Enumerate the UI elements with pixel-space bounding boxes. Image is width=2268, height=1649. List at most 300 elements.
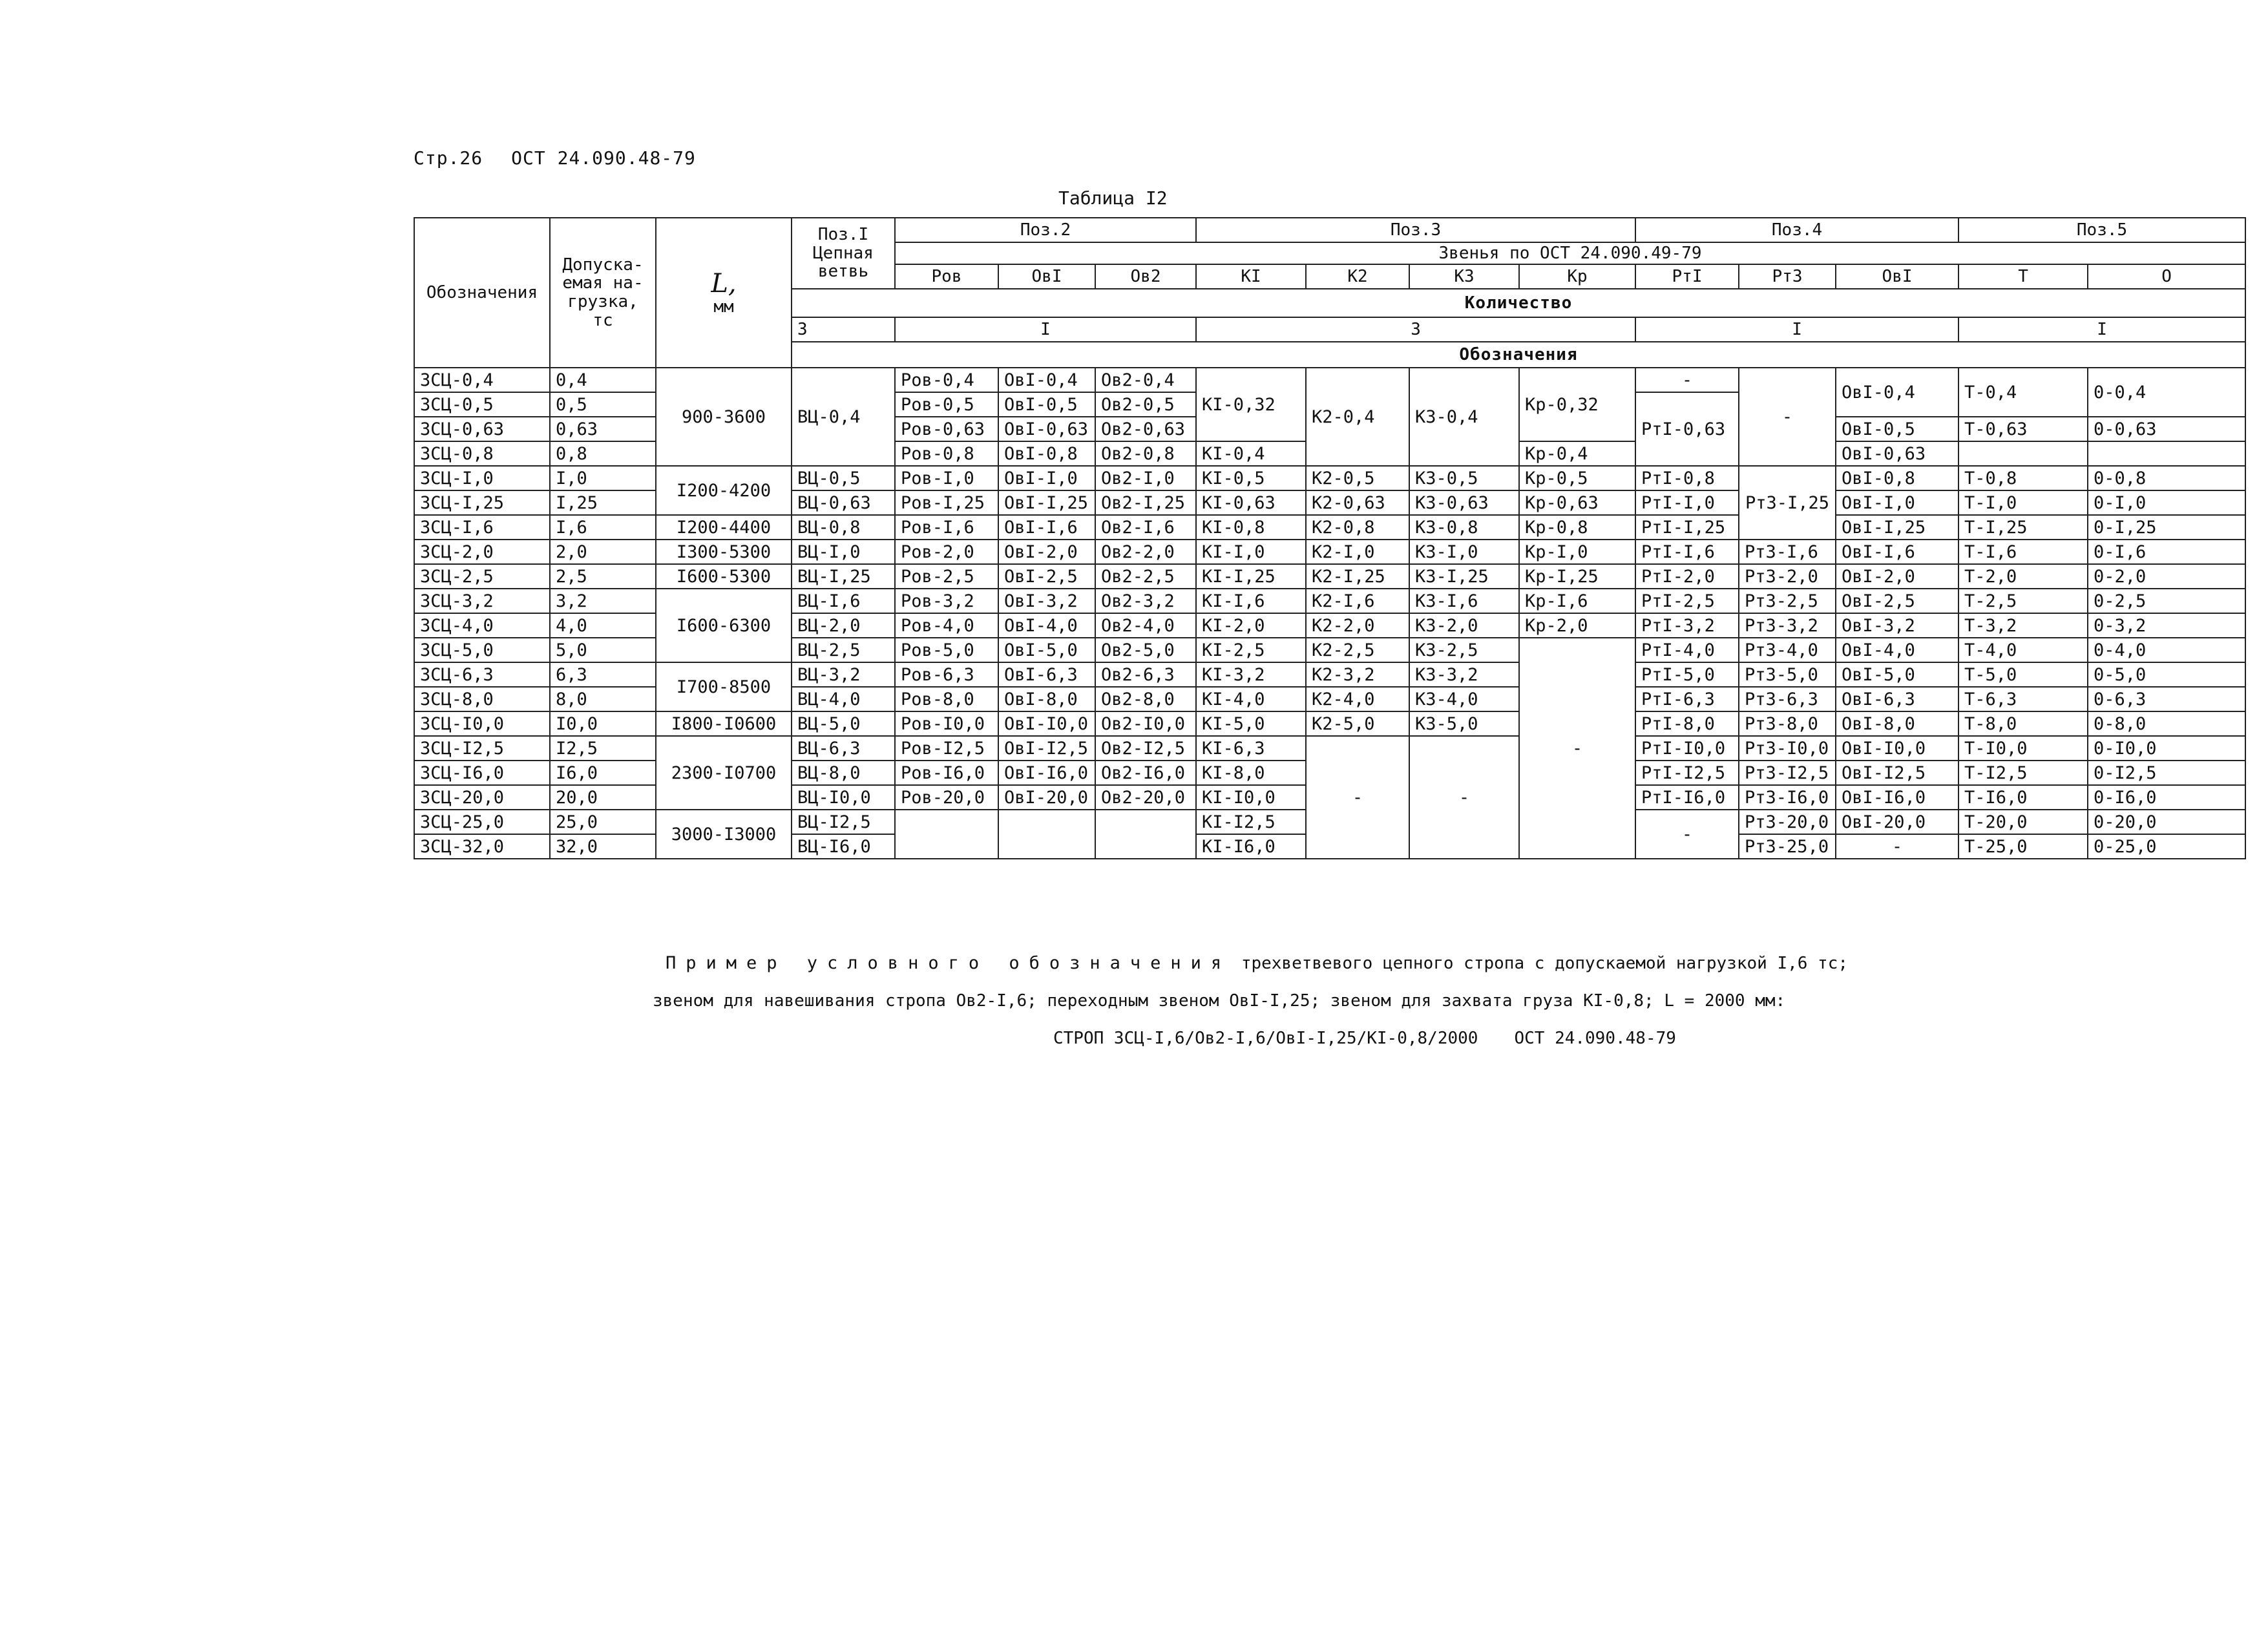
- cell-ov1-pos4: ОвI-0,8: [1836, 466, 1958, 490]
- cell-kr: Кр-0,8: [1519, 515, 1635, 540]
- cell-pos1: ВЦ-5,0: [792, 711, 895, 736]
- cell-o: 0-8,0: [2088, 711, 2245, 736]
- cell-o: 0-0,8: [2088, 466, 2245, 490]
- cell-length: I200-4400: [656, 515, 792, 540]
- cell-k3: К3-I,25: [1409, 564, 1519, 589]
- cell-ov1-pos4: ОвI-2,0: [1836, 564, 1958, 589]
- cell-rt3: -: [1739, 368, 1836, 466]
- header-pos2: Поз.2: [895, 218, 1196, 242]
- cell-o: 0-I2,5: [2088, 761, 2245, 785]
- cell-designation: 3СЦ-0,63: [414, 417, 550, 441]
- cell-ov1-pos4: ОвI-I,6: [1836, 540, 1958, 564]
- cell-k3: К3-2,0: [1409, 613, 1519, 638]
- cell-o: 0-3,2: [2088, 613, 2245, 638]
- cell-ov1-pos4: ОвI-I2,5: [1836, 761, 1958, 785]
- cell-rt3: Рт3-2,5: [1739, 589, 1836, 613]
- cell-ov1: ОвI-20,0: [998, 785, 1095, 810]
- cell-ov1: ОвI-8,0: [998, 687, 1095, 711]
- cell-rt3: Рт3-I,6: [1739, 540, 1836, 564]
- header-row-positions: [414, 218, 2245, 242]
- cell-pos1: ВЦ-8,0: [792, 761, 895, 785]
- cell-load: I,0: [550, 466, 656, 490]
- cell-t: Т-2,0: [1958, 564, 2088, 589]
- cell-t: Т-I2,5: [1958, 761, 2088, 785]
- cell-k1: КI-I2,5: [1196, 810, 1306, 834]
- cell-designation: 3СЦ-2,0: [414, 540, 550, 564]
- cell-load: 6,3: [550, 662, 656, 687]
- cell-designation: 3СЦ-I,0: [414, 466, 550, 490]
- header-designations-row: Обозначения: [792, 342, 2245, 368]
- cell-load: 0,8: [550, 441, 656, 466]
- example-standard: ОСТ 24.090.48-79: [1514, 1029, 1676, 1048]
- cell-ov2: Ов2-0,8: [1095, 441, 1196, 466]
- page-number: Стр.26: [414, 147, 483, 169]
- cell-kr: Кр-0,63: [1519, 490, 1635, 515]
- cell-o: 0-2,5: [2088, 589, 2245, 613]
- cell-load: 4,0: [550, 613, 656, 638]
- cell-k2: К2-I,25: [1306, 564, 1409, 589]
- cell-pos1: ВЦ-I6,0: [792, 834, 895, 859]
- table-row: [414, 368, 2245, 392]
- cell-k1: КI-8,0: [1196, 761, 1306, 785]
- cell-rt1: РтI-I,25: [1635, 515, 1739, 540]
- header-links-standard: Звенья по ОСТ 24.090.49-79: [895, 242, 2245, 264]
- cell-rt3: Рт3-I6,0: [1739, 785, 1836, 810]
- cell-length: I800-I0600: [656, 711, 792, 736]
- cell-ov1-pos4: ОвI-I0,0: [1836, 736, 1958, 761]
- example-line-2: [653, 982, 1848, 1020]
- cell-load: 32,0: [550, 834, 656, 859]
- cell-k1: КI-0,8: [1196, 515, 1306, 540]
- table-row: [414, 515, 2245, 540]
- cell-rov: Ров-0,63: [895, 417, 998, 441]
- cell-o: 0-I0,0: [2088, 736, 2245, 761]
- cell-o: 0-I6,0: [2088, 785, 2245, 810]
- cell-o: 0-25,0: [2088, 834, 2245, 859]
- cell-k1: КI-3,2: [1196, 662, 1306, 687]
- cell-kr: Кр-I,0: [1519, 540, 1635, 564]
- cell-ov1-pos4: ОвI-20,0: [1836, 810, 1958, 834]
- cell-rt3: Рт3-25,0: [1739, 834, 1836, 859]
- cell-o: [2088, 441, 2245, 466]
- cell-designation: 3СЦ-32,0: [414, 834, 550, 859]
- cell-k3: К3-5,0: [1409, 711, 1519, 736]
- page-header: [414, 147, 696, 169]
- cell-k3: К3-0,5: [1409, 466, 1519, 490]
- cell-pos1: ВЦ-I,6: [792, 589, 895, 613]
- cell-pos1: ВЦ-0,8: [792, 515, 895, 540]
- cell-rov: Ров-I,0: [895, 466, 998, 490]
- cell-ov1: ОвI-I,0: [998, 466, 1095, 490]
- cell-length: I600-6300: [656, 589, 792, 662]
- cell-k2: К2-0,5: [1306, 466, 1409, 490]
- cell-t: Т-2,5: [1958, 589, 2088, 613]
- cell-pos1: ВЦ-4,0: [792, 687, 895, 711]
- cell-rov: Ров-20,0: [895, 785, 998, 810]
- cell-k1: КI-2,5: [1196, 638, 1306, 662]
- cell-rt1: РтI-0,8: [1635, 466, 1739, 490]
- cell-designation: 3СЦ-20,0: [414, 785, 550, 810]
- cell-ov2: Ов2-4,0: [1095, 613, 1196, 638]
- cell-designation: 3СЦ-2,5: [414, 564, 550, 589]
- cell-k2: К2-4,0: [1306, 687, 1409, 711]
- cell-pos1: ВЦ-0,5: [792, 466, 895, 490]
- cell-k2: К2-0,8: [1306, 515, 1409, 540]
- cell-t: [1958, 441, 2088, 466]
- cell-rt3: Рт3-6,3: [1739, 687, 1836, 711]
- cell-k3: К3-2,5: [1409, 638, 1519, 662]
- cell-kr: Кр-0,4: [1519, 441, 1635, 466]
- cell-k1: КI-6,3: [1196, 736, 1306, 761]
- cell-t: Т-20,0: [1958, 810, 2088, 834]
- cell-rt3: Рт3-2,0: [1739, 564, 1836, 589]
- cell-ov1: ОвI-4,0: [998, 613, 1095, 638]
- cell-pos1: ВЦ-I0,0: [792, 785, 895, 810]
- cell-pos1: ВЦ-I,25: [792, 564, 895, 589]
- cell-pos1: ВЦ-6,3: [792, 736, 895, 761]
- cell-rt3: Рт3-3,2: [1739, 613, 1836, 638]
- header-load-unit: тс: [593, 310, 613, 330]
- cell-rov: Ров-I,25: [895, 490, 998, 515]
- cell-designation: 3СЦ-5,0: [414, 638, 550, 662]
- cell-designation: 3СЦ-0,8: [414, 441, 550, 466]
- cell-t: Т-4,0: [1958, 638, 2088, 662]
- cell-ov2: Ов2-5,0: [1095, 638, 1196, 662]
- table-row: [414, 466, 2245, 490]
- header-col-rov: Ров: [895, 264, 998, 289]
- cell-k2: К2-0,63: [1306, 490, 1409, 515]
- cell-pos1: ВЦ-2,5: [792, 638, 895, 662]
- cell-k1: КI-5,0: [1196, 711, 1306, 736]
- cell-ov1: [998, 810, 1095, 859]
- cell-k3: К3-I,0: [1409, 540, 1519, 564]
- quantity-pos2: I: [895, 317, 1196, 342]
- header-length: [656, 218, 792, 368]
- cell-o: 0-20,0: [2088, 810, 2245, 834]
- cell-rt1: РтI-0,63: [1635, 392, 1739, 466]
- cell-ov1: ОвI-5,0: [998, 638, 1095, 662]
- cell-designation: 3СЦ-I6,0: [414, 761, 550, 785]
- cell-load: I0,0: [550, 711, 656, 736]
- cell-pos1: ВЦ-0,63: [792, 490, 895, 515]
- cell-rt3: Рт3-8,0: [1739, 711, 1836, 736]
- cell-rov: Ров-I2,5: [895, 736, 998, 761]
- cell-ov1-pos4: ОвI-0,4: [1836, 368, 1958, 417]
- cell-pos1: ВЦ-I2,5: [792, 810, 895, 834]
- cell-ov2: Ов2-0,4: [1095, 368, 1196, 392]
- header-col-ov2: Ов2: [1095, 264, 1196, 289]
- cell-load: 3,2: [550, 589, 656, 613]
- table-body: [414, 368, 2245, 859]
- example-code: СТРОП 3СЦ-I,6/Ов2-I,6/ОвI-I,25/КI-0,8/2000: [1053, 1029, 1478, 1048]
- header-col-o: О: [2088, 264, 2245, 289]
- cell-length: 2300-I0700: [656, 736, 792, 810]
- cell-ov1-pos4: ОвI-I,0: [1836, 490, 1958, 515]
- cell-rt1: РтI-3,2: [1635, 613, 1739, 638]
- cell-ov2: Ов2-0,5: [1095, 392, 1196, 417]
- cell-load: I2,5: [550, 736, 656, 761]
- cell-designation: 3СЦ-6,3: [414, 662, 550, 687]
- header-pos1: Поз.I Цепная ветвь: [792, 218, 895, 289]
- cell-load: 2,0: [550, 540, 656, 564]
- cell-ov2: Ов2-I6,0: [1095, 761, 1196, 785]
- cell-k2: К2-0,4: [1306, 368, 1409, 466]
- cell-o: 0-0,63: [2088, 417, 2245, 441]
- cell-ov1: ОвI-3,2: [998, 589, 1095, 613]
- cell-k3: -: [1409, 736, 1519, 859]
- cell-designation: 3СЦ-I2,5: [414, 736, 550, 761]
- cell-ov1: ОвI-I,6: [998, 515, 1095, 540]
- cell-t: Т-I0,0: [1958, 736, 2088, 761]
- cell-ov2: Ов2-2,5: [1095, 564, 1196, 589]
- cell-load: 0,63: [550, 417, 656, 441]
- header-pos4: Поз.4: [1635, 218, 1958, 242]
- cell-ov2: Ов2-6,3: [1095, 662, 1196, 687]
- quantity-pos5: I: [1958, 317, 2245, 342]
- cell-ov1: ОвI-I0,0: [998, 711, 1095, 736]
- cell-ov2: Ов2-I,25: [1095, 490, 1196, 515]
- cell-t: Т-I,25: [1958, 515, 2088, 540]
- cell-ov2: Ов2-20,0: [1095, 785, 1196, 810]
- cell-rov: Ров-I,6: [895, 515, 998, 540]
- cell-load: 8,0: [550, 687, 656, 711]
- example-line-1: [666, 945, 1848, 982]
- cell-rov: Ров-2,0: [895, 540, 998, 564]
- table-row: [414, 540, 2245, 564]
- cell-load: 25,0: [550, 810, 656, 834]
- cell-o: 0-I,6: [2088, 540, 2245, 564]
- header-col-t: Т: [1958, 264, 2088, 289]
- cell-rt1: РтI-I0,0: [1635, 736, 1739, 761]
- cell-ov1: ОвI-2,5: [998, 564, 1095, 589]
- cell-k1: КI-I,0: [1196, 540, 1306, 564]
- cell-k3: К3-0,4: [1409, 368, 1519, 466]
- cell-pos1: ВЦ-3,2: [792, 662, 895, 687]
- cell-rov: Ров-6,3: [895, 662, 998, 687]
- cell-load: I,25: [550, 490, 656, 515]
- header-length-symbol: L,: [711, 268, 737, 299]
- header-col-k3: К3: [1409, 264, 1519, 289]
- cell-length: I700-8500: [656, 662, 792, 711]
- cell-rt1: РтI-I6,0: [1635, 785, 1739, 810]
- cell-ov1-pos4: ОвI-I,25: [1836, 515, 1958, 540]
- cell-designation: 3СЦ-0,4: [414, 368, 550, 392]
- cell-ov1-pos4: ОвI-5,0: [1836, 662, 1958, 687]
- cell-t: Т-I,6: [1958, 540, 2088, 564]
- cell-rov: Ров-0,4: [895, 368, 998, 392]
- cell-pos1: ВЦ-0,4: [792, 368, 895, 466]
- cell-k3: К3-0,8: [1409, 515, 1519, 540]
- cell-rov: Ров-I6,0: [895, 761, 998, 785]
- example-lead: Пример условного обозначения: [666, 953, 1232, 973]
- cell-o: 0-6,3: [2088, 687, 2245, 711]
- cell-pos1: ВЦ-I,0: [792, 540, 895, 564]
- cell-k2: К2-I,0: [1306, 540, 1409, 564]
- cell-rov: Ров-4,0: [895, 613, 998, 638]
- cell-ov2: Ов2-8,0: [1095, 687, 1196, 711]
- cell-ov1-pos4: ОвI-I6,0: [1836, 785, 1958, 810]
- cell-length: 900-3600: [656, 368, 792, 466]
- cell-rov: [895, 810, 998, 859]
- example-line-3: [666, 1020, 1848, 1057]
- cell-ov1: ОвI-I2,5: [998, 736, 1095, 761]
- cell-load: I,6: [550, 515, 656, 540]
- cell-ov1-pos4: ОвI-8,0: [1836, 711, 1958, 736]
- header-length-unit: мм: [713, 297, 734, 317]
- cell-rt3: Рт3-4,0: [1739, 638, 1836, 662]
- cell-load: 0,4: [550, 368, 656, 392]
- cell-k1: КI-I0,0: [1196, 785, 1306, 810]
- header-col-ov1: ОвI: [998, 264, 1095, 289]
- cell-load: 20,0: [550, 785, 656, 810]
- cell-kr: Кр-I,6: [1519, 589, 1635, 613]
- cell-o: 0-I,25: [2088, 515, 2245, 540]
- cell-rov: Ров-3,2: [895, 589, 998, 613]
- cell-designation: 3СЦ-8,0: [414, 687, 550, 711]
- data-table: [414, 217, 2246, 859]
- cell-ov1-pos4: ОвI-2,5: [1836, 589, 1958, 613]
- header-col-ov1-pos4: ОвI: [1836, 264, 1958, 289]
- cell-kr: Кр-2,0: [1519, 613, 1635, 638]
- cell-ov1: ОвI-6,3: [998, 662, 1095, 687]
- cell-rt1: РтI-5,0: [1635, 662, 1739, 687]
- example-line-1-rest: трехветвевого цепного стропа с допускаемой нагрузкой I,6 тс;: [1241, 954, 1849, 973]
- cell-rt3: Рт3-I2,5: [1739, 761, 1836, 785]
- cell-k3: К3-0,63: [1409, 490, 1519, 515]
- cell-rov: Ров-I0,0: [895, 711, 998, 736]
- cell-load: 2,5: [550, 564, 656, 589]
- cell-kr: Кр-0,32: [1519, 368, 1635, 441]
- cell-k1: КI-0,4: [1196, 441, 1306, 466]
- cell-rov: Ров-0,8: [895, 441, 998, 466]
- header-load: [550, 218, 656, 368]
- cell-rt3: Рт3-I0,0: [1739, 736, 1836, 761]
- cell-ov1: ОвI-I,25: [998, 490, 1095, 515]
- cell-rt3: Рт3-I,25: [1739, 466, 1836, 540]
- cell-ov2: Ов2-I,6: [1095, 515, 1196, 540]
- header-designation: Обозначения: [414, 218, 550, 368]
- cell-k1: КI-0,63: [1196, 490, 1306, 515]
- cell-designation: 3СЦ-I,25: [414, 490, 550, 515]
- example-line-2-text: звеном для навешивания стропа Ов2-I,6; переходным звеном ОвI-I,25; звеном для захвата груза КI-0,8;: [653, 991, 1654, 1011]
- header-quantity: Количество: [792, 289, 2245, 317]
- cell-t: Т-6,3: [1958, 687, 2088, 711]
- cell-rt1: РтI-4,0: [1635, 638, 1739, 662]
- cell-ov2: [1095, 810, 1196, 859]
- example-length: L = 2000 мм:: [1664, 991, 1786, 1011]
- cell-k2: К2-2,0: [1306, 613, 1409, 638]
- cell-rov: Ров-2,5: [895, 564, 998, 589]
- cell-k2: К2-3,2: [1306, 662, 1409, 687]
- cell-k1: КI-I,6: [1196, 589, 1306, 613]
- header-pos3: Поз.3: [1196, 218, 1635, 242]
- cell-ov2: Ов2-I2,5: [1095, 736, 1196, 761]
- header-col-rt3: Рт3: [1739, 264, 1836, 289]
- table-row: [414, 662, 2245, 687]
- cell-t: Т-0,4: [1958, 368, 2088, 417]
- cell-ov1: ОвI-I6,0: [998, 761, 1095, 785]
- cell-k3: К3-I,6: [1409, 589, 1519, 613]
- cell-t: Т-0,8: [1958, 466, 2088, 490]
- header-col-k1: КI: [1196, 264, 1306, 289]
- cell-t: Т-5,0: [1958, 662, 2088, 687]
- cell-load: 0,5: [550, 392, 656, 417]
- quantity-pos4: I: [1635, 317, 1958, 342]
- cell-k2: К2-5,0: [1306, 711, 1409, 736]
- cell-k1: КI-4,0: [1196, 687, 1306, 711]
- cell-k3: К3-4,0: [1409, 687, 1519, 711]
- cell-ov1-pos4: ОвI-6,3: [1836, 687, 1958, 711]
- cell-t: Т-I,0: [1958, 490, 2088, 515]
- cell-kr: Кр-0,5: [1519, 466, 1635, 490]
- quantity-pos3: 3: [1196, 317, 1635, 342]
- cell-rt1: РтI-8,0: [1635, 711, 1739, 736]
- cell-o: 0-I,0: [2088, 490, 2245, 515]
- cell-ov1-pos4: ОвI-3,2: [1836, 613, 1958, 638]
- cell-ov1-pos4: ОвI-0,63: [1836, 441, 1958, 466]
- cell-ov1: ОвI-2,0: [998, 540, 1095, 564]
- cell-pos1: ВЦ-2,0: [792, 613, 895, 638]
- cell-length: I300-5300: [656, 540, 792, 564]
- cell-load: I6,0: [550, 761, 656, 785]
- cell-ov1: ОвI-0,4: [998, 368, 1095, 392]
- cell-length: I200-4200: [656, 466, 792, 515]
- cell-rt1: РтI-2,0: [1635, 564, 1739, 589]
- cell-k1: КI-I,25: [1196, 564, 1306, 589]
- cell-rov: Ров-0,5: [895, 392, 998, 417]
- cell-rt1: -: [1635, 810, 1739, 859]
- cell-length: 3000-I3000: [656, 810, 792, 859]
- cell-rt1: РтI-2,5: [1635, 589, 1739, 613]
- cell-k1: КI-I6,0: [1196, 834, 1306, 859]
- header-col-kr: Кр: [1519, 264, 1635, 289]
- designation-example: [653, 945, 1849, 1057]
- cell-kr: -: [1519, 638, 1635, 859]
- table-row: [414, 589, 2245, 613]
- standard-number: ОСТ 24.090.48-79: [511, 147, 696, 169]
- cell-rt1: РтI-6,3: [1635, 687, 1739, 711]
- cell-t: Т-0,63: [1958, 417, 2088, 441]
- cell-designation: 3СЦ-0,5: [414, 392, 550, 417]
- header-load-label: Допуска-емая на-грузка,: [562, 255, 644, 311]
- cell-k3: К3-3,2: [1409, 662, 1519, 687]
- cell-o: 0-2,0: [2088, 564, 2245, 589]
- cell-ov2: Ов2-2,0: [1095, 540, 1196, 564]
- cell-rt1: РтI-I2,5: [1635, 761, 1739, 785]
- cell-o: 0-0,4: [2088, 368, 2245, 417]
- cell-k2: -: [1306, 736, 1409, 859]
- cell-t: Т-8,0: [1958, 711, 2088, 736]
- cell-rt3: Рт3-20,0: [1739, 810, 1836, 834]
- cell-k2: К2-I,6: [1306, 589, 1409, 613]
- cell-designation: 3СЦ-I,6: [414, 515, 550, 540]
- cell-k1: КI-0,32: [1196, 368, 1306, 441]
- header-col-k2: К2: [1306, 264, 1409, 289]
- cell-ov2: Ов2-I0,0: [1095, 711, 1196, 736]
- cell-o: 0-5,0: [2088, 662, 2245, 687]
- cell-ov1-pos4: ОвI-0,5: [1836, 417, 1958, 441]
- cell-designation: 3СЦ-4,0: [414, 613, 550, 638]
- cell-designation: 3СЦ-25,0: [414, 810, 550, 834]
- table-row: [414, 564, 2245, 589]
- cell-rt1: РтI-I,0: [1635, 490, 1739, 515]
- table-header: [414, 218, 2245, 368]
- table-row: [414, 711, 2245, 736]
- cell-ov2: Ов2-I,0: [1095, 466, 1196, 490]
- cell-o: 0-4,0: [2088, 638, 2245, 662]
- cell-length: I600-5300: [656, 564, 792, 589]
- cell-t: Т-I6,0: [1958, 785, 2088, 810]
